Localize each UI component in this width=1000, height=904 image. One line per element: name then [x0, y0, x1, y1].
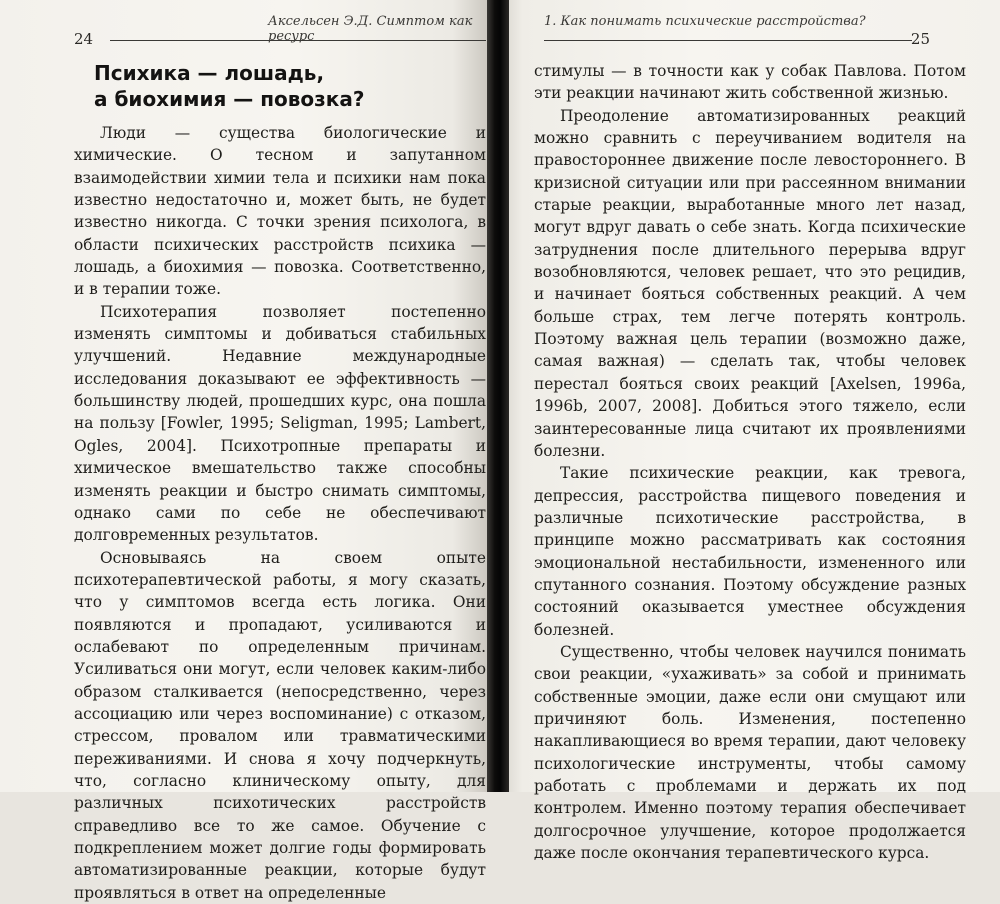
right-body-text [534, 60, 966, 864]
heading-line-2: а биохимия — повозка? [94, 87, 365, 111]
section-heading [94, 60, 474, 112]
header-rule-right [544, 40, 912, 41]
paragraph: Основываясь на своем опыте психотерапевтической работы, я могу сказать, что у симптомов всегда есть логика. Они появляются и пропадают, усиливаются и ослабевают по определенным причинам. Усиливаться они могут, если человек каким-либо образом сталкивается (непосредственно, через ассоциацию или через воспоминание) с отказом, стрессом, провалом или травматическими переживаниями. И снова я хочу подчеркнуть, что, согласно клиническому опыту, для различных психотических расстройств справедливо все то же самое. Обучение с подкреплением может долгие годы формировать автоматизированные реакции, которые будут проявляться в ответ на определенные [74, 548, 486, 902]
paragraph: Такие психические реакции, как тревога, депрессия, расстройства пищевого поведения и различные психотические расстройства, в принципе можно рассматривать как состояния эмоциональной нестабильности, измененного или спутанного сознания. Поэтому обсуждение разных состояний оказывается уместнее обсуждения болезней. [534, 464, 966, 639]
paragraph: Преодоление автоматизированных реакций можно сравнить с переучиванием водителя на правостороннее движение после левостороннего. В кризисной ситуации или при рассеянном внимании старые реакции, выработанные много лет назад, могут вдруг давать о себе знать. Когда психические затруднения после длительного перерыва вдруг возобновляются, человек решает, что это рецидив, и начинает бояться собственных реакций. А чем больше страх, тем легче потерять контроль. Поэтому важная цель терапии (возможно даже, самая важная) — сделать так, чтобы человек перестал бояться своих реакций [Axelsen, 1996a, 1996b, 2007, 2008]. Добиться этого тяжело, если заинтересованные лица считают их проявлениями болезни. [534, 106, 966, 460]
book-gutter [487, 0, 509, 792]
paragraph: Люди — существа биологические и химические. О тесном и запутанном взаимодействии химии тела и психики нам пока известно недостаточно и, может быть, не будет известно никогда. С точки зрения психолога, в области психических расстройств психика — лошадь, а биохимия — повозка. Соответственно, и в терапии тоже. [74, 124, 486, 299]
right-page [492, 0, 1000, 863]
left-body-text [74, 122, 486, 904]
heading-line-1: Психика — лошадь, [94, 61, 325, 85]
paragraph: Существенно, чтобы человек научился понимать свои реакции, «ухаживать» за собой и принимать собственные эмоции, даже если они смущают или причиняют боль. Изменения, постепенно накапливающиеся во время терапии, дают человеку психологические инструменты, чтобы самому работать с проблемами и держать их под контролем. Именно поэтому терапия обеспечивает долгосрочное улучшение, которое продолжается даже после окончания терапевтического курса. [534, 642, 966, 863]
paragraph: Психотерапия позволяет постепенно изменять симптомы и добиваться стабильных улучшений. Недавние международные исследования доказывают ее эффективность — большинству людей, прошедших курс, она пошла на пользу [Fowler, 1995; Seligman, 1995; Lambert, Ogles, 2004]. Психотропные препараты и химическое вмешательство также способны изменять реакции и быстро снимать симптомы, однако сами по себе не обеспечивают долговременных результатов. [74, 302, 486, 545]
left-page [0, 0, 492, 902]
running-head-left: Аксельсен Э.Д. Симптом как ресурс [268, 14, 473, 44]
page-number-left: 24 [74, 30, 94, 48]
paragraph: стимулы — в точности как у собак Павлова. Потом эти реакции начинают жить собственной жизнью. [534, 62, 966, 103]
page-number-right: 25 [910, 30, 930, 48]
header-rule-left [110, 40, 486, 41]
running-head-right: 1. Как понимать психические расстройства? [544, 14, 866, 29]
